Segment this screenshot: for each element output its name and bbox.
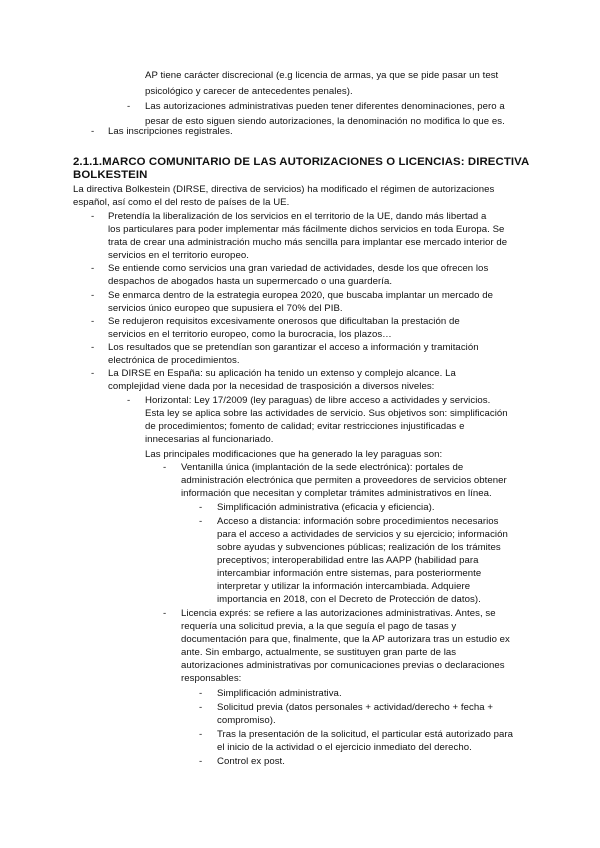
text-line: Se redujeron requisitos excesivamente onerosos que dificultaban la prestación de (108, 316, 460, 327)
text-line: servicios único europeo que supusiera el 70% del PIB. (108, 303, 343, 314)
bullet-dash: - (91, 368, 95, 379)
text-line: La directiva Bolkestein (DIRSE, directiva de servicios) ha modificado el régimen de autorizaciones (73, 184, 495, 195)
text-line: Control ex post. (217, 756, 285, 767)
bullet-dash: - (127, 395, 131, 406)
text-line: de procedimientos; fomento de calidad; evitar restricciones injustificadas e (145, 421, 465, 432)
text-line: sobre ayudas y subvenciones públicas; realización de los trámites (217, 542, 501, 553)
section-heading: 2.1.1.MARCO COMUNITARIO DE LAS AUTORIZACIONES O LICENCIAS: DIRECTIVA (73, 156, 530, 168)
bullet-dash: - (91, 290, 95, 301)
bullet-dash: - (91, 211, 95, 222)
bullet-dash: - (127, 101, 131, 112)
text-line: complejidad viene dada por la necesidad de trasposición a diversos niveles: (108, 381, 435, 392)
text-line: intercambiar información entre sistemas, para posteriormente (217, 568, 482, 579)
text-line: Se enmarca dentro de la estrategia europea 2020, que buscaba implantar un mercado de (108, 290, 494, 301)
text-line: ante. Sin embargo, actualmente, se sustituyen gran parte de las (181, 647, 457, 658)
text-line: innecesarias al funcionariado. (145, 434, 274, 445)
bullet-dash: - (91, 126, 95, 137)
text-line: autorizaciones administrativas por comunicaciones previas o declaraciones (181, 660, 505, 671)
text-line: electrónica de procedimientos. (108, 355, 240, 366)
text-line: compromiso). (217, 715, 276, 726)
bullet-dash: - (163, 462, 167, 473)
text-line: Las principales modificaciones que ha generado la ley paraguas son: (145, 449, 443, 460)
bullet-dash: - (199, 729, 203, 740)
text-line: el inicio de la actividad o el ejercicio inmediato del derecho. (217, 742, 472, 753)
text-line: Los resultados que se pretendían son garantizar el acceso a información y tramitación (108, 342, 479, 353)
text-line: Horizontal: Ley 17/2009 (ley paraguas) de libre acceso a actividades y servicios. (145, 395, 491, 406)
text-line: español, así como el del resto de países de la UE. (73, 197, 290, 208)
text-line: importancia en 2018, con el Decreto de Protección de datos). (217, 594, 481, 605)
text-line: Tras la presentación de la solicitud, el particular está autorizado para (217, 729, 514, 740)
text-line: Simplificación administrativa (eficacia y eficiencia). (217, 502, 435, 513)
bullet-dash: - (91, 342, 95, 353)
text-line: Las inscripciones registrales. (108, 126, 233, 137)
text-line: documentación para que, finalmente, que la AP autorizara tras un estudio ex (181, 634, 510, 645)
bullet-dash: - (91, 263, 95, 274)
bullet-dash: - (199, 516, 203, 527)
text-line: los particulares para poder implementar más fácilmente dichos servicios en toda Europa. Se (108, 224, 505, 235)
text-line: psicológico y carecer de antecedentes penales). (145, 86, 353, 97)
text-line: para el acceso a actividades de servicios y su ejercicio; información (217, 529, 508, 540)
text-line: La DIRSE en España: su aplicación ha tenido un extenso y complejo alcance. La (108, 368, 456, 379)
text-line: administración electrónica que permiten a proveedores de servicios obtener (181, 475, 507, 486)
text-line: servicios en el territorio europeo, como la burocracia, los plazos… (108, 329, 392, 340)
text-line: despachos de abogados hasta un supermercado o una guardería. (108, 276, 393, 287)
text-line: información que necesitan y completar trámites administrativos en línea. (181, 488, 492, 499)
text-line: Se entiende como servicios una gran variedad de actividades, desde los que ofrecen los (108, 263, 489, 274)
text-line: servicios en el territorio europeo. (108, 250, 249, 261)
bullet-dash: - (91, 316, 95, 327)
bullet-dash: - (199, 688, 203, 699)
bullet-dash: - (199, 702, 203, 713)
text-line: responsables: (181, 673, 242, 684)
bullet-dash: - (199, 756, 203, 767)
text-line: trata de crear una administración mucho más sencilla para implantar ese mercado interior de (108, 237, 508, 248)
section-heading: BOLKESTEIN (73, 169, 148, 181)
text-line: Ventanilla única (implantación de la sede electrónica): portales de (181, 462, 464, 473)
text-line: Esta ley se aplica sobre las actividades de servicio. Sus objetivos son: simplificación (145, 408, 508, 419)
text-line: AP tiene carácter discrecional (e.g licencia de armas, ya que se pide pasar un test (145, 70, 499, 81)
bullet-dash: - (199, 502, 203, 513)
text-line: Las autorizaciones administrativas pueden tener diferentes denominaciones, pero a (145, 101, 505, 112)
text-line: requería una solicitud previa, a la que seguía el pago de tasas y (181, 621, 457, 632)
text-line: Solicitud previa (datos personales + actividad/derecho + fecha + (217, 702, 493, 713)
bullet-dash: - (163, 608, 167, 619)
text-line: Pretendía la liberalización de los servicios en el territorio de la UE, dando más libertad a (108, 211, 487, 222)
text-line: Licencia exprés: se refiere a las autorizaciones administrativas. Antes, se (181, 608, 496, 619)
text-line: Simplificación administrativa. (217, 688, 342, 699)
text-line: Acceso a distancia: información sobre procedimientos necesarios (217, 516, 499, 527)
text-line: interpretar y utilizar la información intercambiada. Adquiere (217, 581, 471, 592)
text-line: preceptivos; interoperabilidad entre las AAPP (habilidad para (217, 555, 479, 566)
text-line: pesar de esto siguen siendo autorizaciones, la denominación no modifica lo que es. (145, 116, 505, 127)
